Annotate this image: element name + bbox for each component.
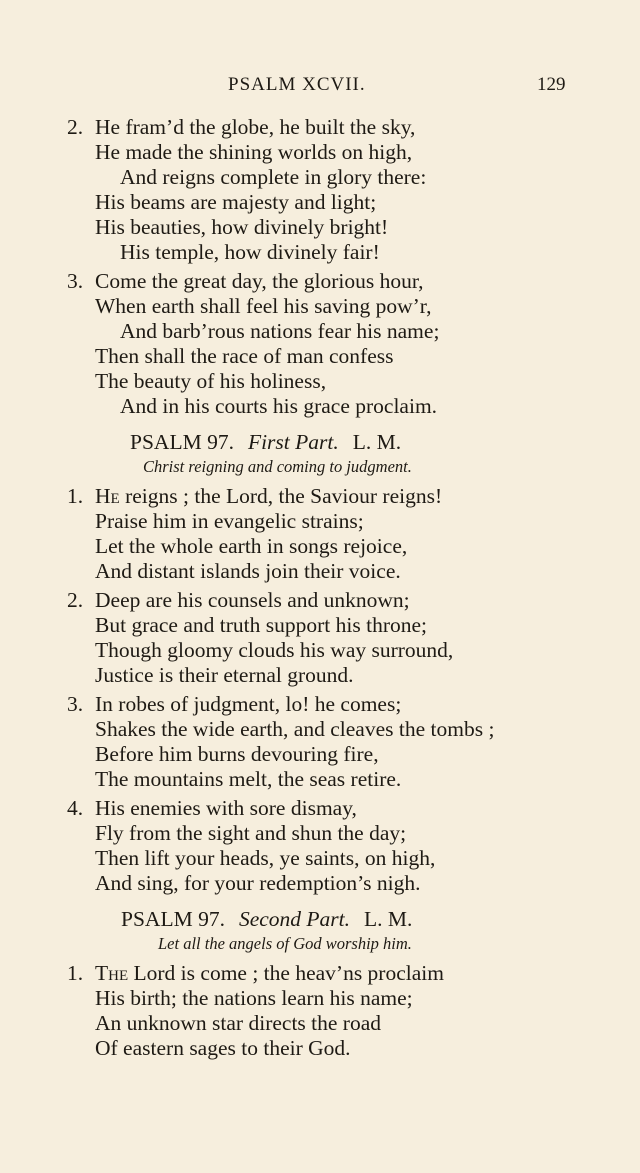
- verse-line: His birth; the nations learn his name;: [95, 986, 413, 1010]
- verse-line: Shakes the wide earth, and cleaves the tombs ;: [95, 717, 495, 741]
- verse-line: Then shall the race of man confess: [95, 344, 394, 368]
- verse-line: 3. In robes of judgment, lo! he comes;: [67, 692, 402, 716]
- stanza-number: 2.: [67, 115, 84, 139]
- stanza-number: 1.: [67, 961, 84, 985]
- stanza-1: [67, 484, 637, 584]
- psalm-subtitle: Christ reigning and coming to judgment.: [143, 457, 412, 476]
- verse-line: Of eastern sages to their God.: [95, 1036, 351, 1060]
- verse-line: And barb’rous nations fear his name;: [120, 319, 440, 343]
- stanza-number: 4.: [67, 796, 84, 820]
- verse-line: Let the whole earth in songs rejoice,: [95, 534, 408, 558]
- verse-line: 2. Deep are his counsels and unknown;: [67, 588, 410, 612]
- stanza-3: [67, 692, 637, 792]
- verse-line: Fly from the sight and shun the day;: [95, 821, 407, 845]
- verse-line: Before him burns devouring fire,: [95, 742, 379, 766]
- psalm-heading-first-part: PSALM 97. First Part. L. M.: [130, 430, 402, 454]
- stanza-2: [67, 588, 637, 688]
- verse-line: And in his courts his grace proclaim.: [120, 394, 438, 418]
- verse-line: Praise him in evangelic strains;: [95, 509, 364, 533]
- verse-line: His beams are majesty and light;: [95, 190, 377, 214]
- verse-line: 2. He fram’d the globe, he built the sky,: [67, 115, 416, 139]
- verse-line: When earth shall feel his saving pow’r,: [95, 294, 432, 318]
- verse-line: 1. He reigns ; the Lord, the Saviour reigns!: [67, 484, 443, 508]
- stanza-3: [67, 269, 637, 419]
- verse-line: He made the shining worlds on high,: [95, 140, 413, 164]
- stanza-4: [67, 796, 637, 896]
- verse-line: 3. Come the great day, the glorious hour,: [67, 269, 424, 293]
- verse-line: And reigns complete in glory there:: [120, 165, 427, 189]
- running-head: PSALM XCVII.: [228, 74, 366, 95]
- verse-line: And sing, for your redemption’s nigh.: [95, 871, 421, 895]
- stanza-number: 2.: [67, 588, 84, 612]
- verse-line: The beauty of his holiness,: [95, 369, 327, 393]
- verse-line: Justice is their eternal ground.: [95, 663, 354, 687]
- verse-line: Then lift your heads, ye saints, on high,: [95, 846, 436, 870]
- verse-line: 1. The Lord is come ; the heav’ns proclaim: [67, 961, 444, 985]
- stanza-number: 3.: [67, 269, 84, 293]
- verse-line: But grace and truth support his throne;: [95, 613, 427, 637]
- stanza-1: [67, 961, 637, 1061]
- stanza-number: 3.: [67, 692, 84, 716]
- stanza-number: 1.: [67, 484, 84, 508]
- psalm-subtitle: Let all the angels of God worship him.: [158, 934, 412, 953]
- text-block: [67, 115, 637, 1065]
- stanza-2: [67, 115, 637, 265]
- verse-line: His beauties, how divinely bright!: [95, 215, 389, 239]
- verse-line: An unknown star directs the road: [95, 1011, 381, 1035]
- psalm-heading-second-part: PSALM 97. Second Part. L. M.: [121, 907, 413, 931]
- verse-line: Though gloomy clouds his way surround,: [95, 638, 454, 662]
- verse-line: 4. His enemies with sore dismay,: [67, 796, 357, 820]
- verse-line: And distant islands join their voice.: [95, 559, 401, 583]
- verse-line: His temple, how divinely fair!: [120, 240, 380, 264]
- page-number: 129: [537, 74, 566, 95]
- verse-line: The mountains melt, the seas retire.: [95, 767, 402, 791]
